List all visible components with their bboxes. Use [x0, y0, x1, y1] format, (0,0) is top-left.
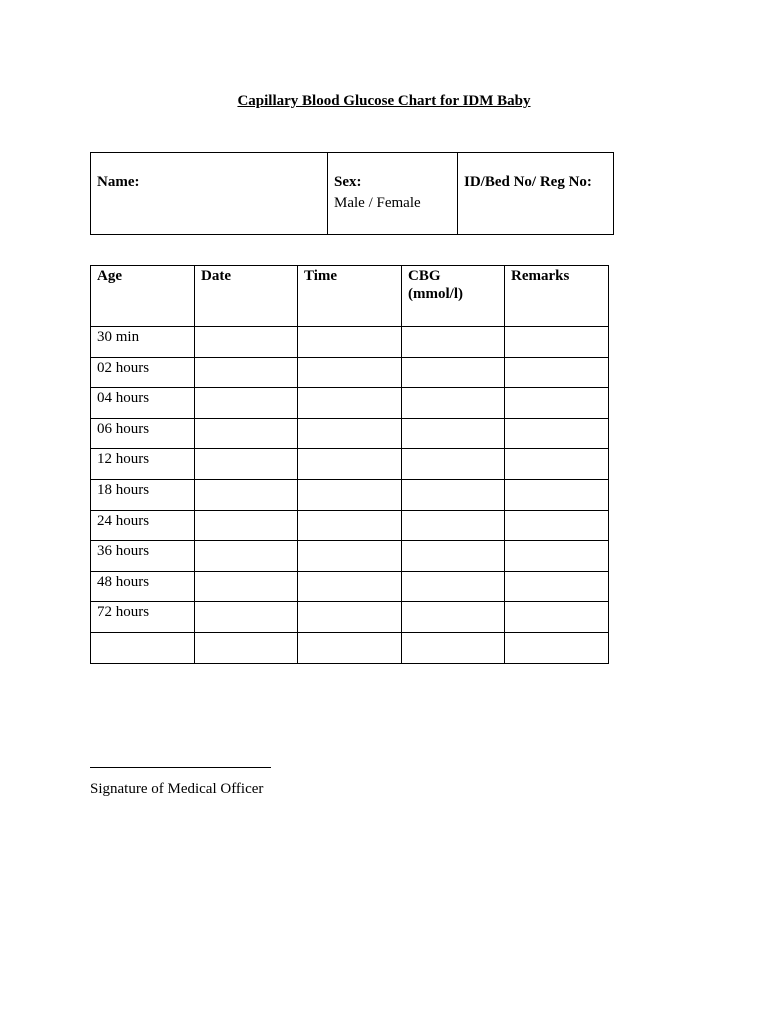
time-cell[interactable] — [298, 327, 402, 358]
cbg-cell[interactable] — [402, 602, 505, 633]
header-remarks: Remarks — [505, 266, 609, 327]
sex-options: Male / Female — [334, 195, 421, 211]
time-cell[interactable] — [298, 602, 402, 633]
glucose-log-table — [90, 265, 609, 664]
table-row — [91, 357, 609, 388]
remarks-cell[interactable] — [505, 602, 609, 633]
date-cell[interactable] — [195, 602, 298, 633]
age-cell: 24 hours — [91, 510, 195, 541]
age-cell[interactable] — [91, 632, 195, 663]
age-cell: 02 hours — [91, 357, 195, 388]
remarks-cell[interactable] — [505, 418, 609, 449]
header-age: Age — [91, 266, 195, 327]
remarks-cell[interactable] — [505, 327, 609, 358]
date-cell[interactable] — [195, 388, 298, 419]
table-row — [91, 541, 609, 572]
table-row — [91, 510, 609, 541]
age-cell: 36 hours — [91, 541, 195, 572]
cbg-cell[interactable] — [402, 449, 505, 480]
cbg-cell[interactable] — [402, 479, 505, 510]
date-cell[interactable] — [195, 357, 298, 388]
cbg-cell[interactable] — [402, 510, 505, 541]
remarks-cell[interactable] — [505, 632, 609, 663]
age-cell: 48 hours — [91, 571, 195, 602]
name-cell[interactable] — [91, 153, 328, 235]
table-row — [91, 632, 609, 663]
time-cell[interactable] — [298, 479, 402, 510]
header-cbg: CBG (mmol/l) — [402, 266, 505, 327]
remarks-cell[interactable] — [505, 571, 609, 602]
remarks-cell[interactable] — [505, 388, 609, 419]
header-date: Date — [195, 266, 298, 327]
header-time: Time — [298, 266, 402, 327]
cbg-cell[interactable] — [402, 388, 505, 419]
date-cell[interactable] — [195, 541, 298, 572]
remarks-cell[interactable] — [505, 510, 609, 541]
table-row — [91, 449, 609, 480]
date-cell[interactable] — [195, 510, 298, 541]
time-cell[interactable] — [298, 541, 402, 572]
table-row — [91, 418, 609, 449]
time-cell[interactable] — [298, 632, 402, 663]
cbg-cell[interactable] — [402, 327, 505, 358]
cbg-cell[interactable] — [402, 571, 505, 602]
patient-info-table — [90, 152, 614, 235]
age-cell: 72 hours — [91, 602, 195, 633]
name-label: Name: — [97, 174, 140, 190]
table-row — [91, 571, 609, 602]
date-cell[interactable] — [195, 418, 298, 449]
time-cell[interactable] — [298, 357, 402, 388]
table-row — [91, 327, 609, 358]
remarks-cell[interactable] — [505, 479, 609, 510]
cbg-cell[interactable] — [402, 418, 505, 449]
cbg-cell[interactable] — [402, 541, 505, 572]
date-cell[interactable] — [195, 571, 298, 602]
age-cell: 18 hours — [91, 479, 195, 510]
age-cell: 06 hours — [91, 418, 195, 449]
age-cell: 04 hours — [91, 388, 195, 419]
table-header-row — [91, 266, 609, 327]
date-cell[interactable] — [195, 327, 298, 358]
sex-cell[interactable] — [328, 153, 458, 235]
remarks-cell[interactable] — [505, 449, 609, 480]
id-bed-reg-label: ID/Bed No/ Reg No: — [464, 174, 592, 190]
date-cell[interactable] — [195, 632, 298, 663]
time-cell[interactable] — [298, 418, 402, 449]
cbg-cell[interactable] — [402, 357, 505, 388]
date-cell[interactable] — [195, 479, 298, 510]
age-cell: 12 hours — [91, 449, 195, 480]
signature-label: Signature of Medical Officer — [90, 781, 264, 797]
table-row — [91, 388, 609, 419]
table-row — [91, 479, 609, 510]
date-cell[interactable] — [195, 449, 298, 480]
document-title: Capillary Blood Glucose Chart for IDM Baby — [237, 93, 531, 109]
time-cell[interactable] — [298, 388, 402, 419]
remarks-cell[interactable] — [505, 357, 609, 388]
remarks-cell[interactable] — [505, 541, 609, 572]
table-row — [91, 602, 609, 633]
sex-label: Sex: — [334, 174, 362, 190]
time-cell[interactable] — [298, 510, 402, 541]
time-cell[interactable] — [298, 571, 402, 602]
patient-info-row — [91, 153, 614, 235]
signature-line — [90, 767, 271, 768]
id-cell[interactable] — [458, 153, 614, 235]
age-cell: 30 min — [91, 327, 195, 358]
cbg-cell[interactable] — [402, 632, 505, 663]
time-cell[interactable] — [298, 449, 402, 480]
